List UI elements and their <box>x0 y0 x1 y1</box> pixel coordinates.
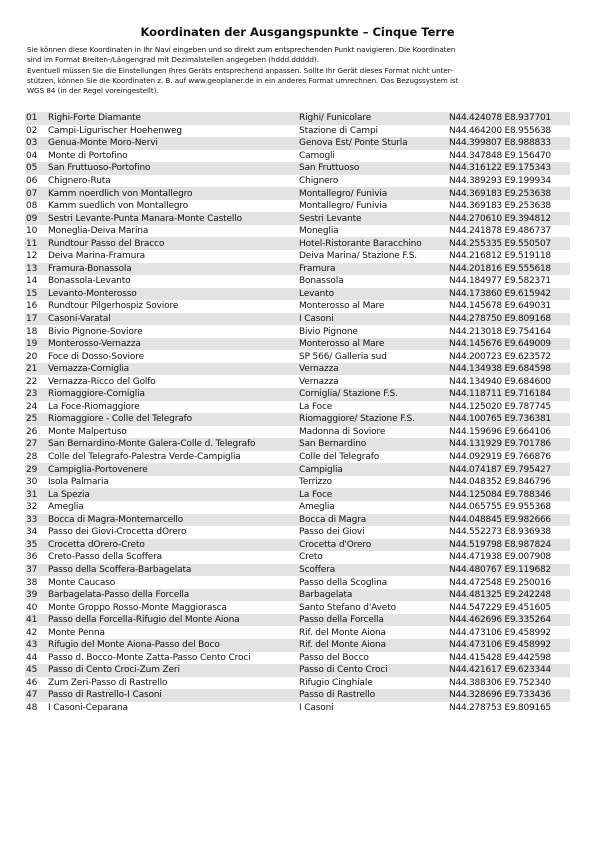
table-row <box>25 237 570 250</box>
tour-name: Rundtour Passo del Bracco <box>47 237 298 250</box>
tour-name: Bonassola-Levanto <box>48 276 131 287</box>
tour-name: Genua-Monte Moro-Nervi <box>47 137 298 150</box>
table-row <box>25 388 570 401</box>
start-point: Passo dei Giovi <box>299 527 365 538</box>
coordinates: N44.048845 E9.982666 <box>448 514 570 527</box>
start-point: Madonna di Soviore <box>299 426 386 437</box>
row-number: 06 <box>26 176 38 186</box>
tour-name: Monte di Portofino <box>48 150 128 161</box>
table-row <box>25 426 570 439</box>
coordinates: N44.216812 E9.519118 <box>449 251 551 262</box>
start-point: Creto <box>299 552 323 563</box>
coordinates: N44.388306 E9.752340 <box>449 677 551 688</box>
start-point: Vernazza <box>299 376 339 387</box>
coordinates: N44.519798 E8.987824 <box>448 539 570 552</box>
table-row <box>25 338 570 351</box>
tour-name: Kamm suedlich von Montallegro <box>48 201 189 212</box>
tour-name: Bocca di Magra-Montemarcello <box>47 514 298 527</box>
coordinates: N44.480767 E9.119682 <box>448 564 570 577</box>
tour-name: Passo di Rastrello-I Casoni <box>47 689 298 702</box>
start-point: Crocetta d'Orero <box>298 539 448 552</box>
coordinates: N44.255335 E9.550507 <box>448 237 570 250</box>
tour-name: Framura-Bonassola <box>47 263 298 276</box>
table-row <box>25 112 570 125</box>
coordinates: N44.399807 E8.988833 <box>448 137 570 150</box>
row-number: 47 <box>25 689 47 702</box>
tour-name: Kamm noerdlich von Montallegro <box>47 187 298 200</box>
tour-name: Monte Groppo Rosso-Monte Maggiorasca <box>48 602 227 613</box>
coordinates: N44.464200 E8.955638 <box>449 125 551 136</box>
start-point: San Fruttuoso <box>298 162 448 175</box>
row-number: 46 <box>26 677 38 688</box>
row-number: 07 <box>25 187 47 200</box>
coordinates: N44.472548 E9.250016 <box>449 577 551 588</box>
tour-name: Passo della Scoffera-Barbagelata <box>47 564 298 577</box>
tour-name: Monte Malpertuso <box>48 426 127 437</box>
row-number: 39 <box>25 589 47 602</box>
row-number: 27 <box>25 438 47 451</box>
tour-name: Sestri Levante-Punta Manara-Monte Castello <box>47 212 298 225</box>
tour-name: Levanto-Monterosso <box>47 288 298 301</box>
row-number: 32 <box>26 502 38 513</box>
coordinates: N44.547229 E9.451605 <box>449 602 551 613</box>
start-point: Bocca di Magra <box>298 514 448 527</box>
table-row <box>25 413 570 426</box>
start-point: San Bernardino <box>298 438 448 451</box>
row-number: 12 <box>26 251 38 262</box>
tour-name: Colle del Telegrafo-Palestra Verde-Campiglia <box>48 452 241 463</box>
intro-line: sind im Format Breiten-/Längengrad mit Dezimalstellen angegeben (hddd.ddddd). <box>27 55 319 65</box>
tour-name: Moneglia-Deiva Marina <box>48 226 149 237</box>
tour-name: Isola Palmaria <box>48 477 109 488</box>
table-row <box>25 626 570 639</box>
table-row <box>25 162 570 175</box>
table-row <box>25 614 570 627</box>
row-number: 37 <box>25 564 47 577</box>
row-number: 17 <box>25 313 47 326</box>
intro-text <box>27 45 568 96</box>
row-number: 21 <box>25 363 47 376</box>
start-point: Passo di Cento Croci <box>298 664 448 677</box>
table-row <box>25 263 570 276</box>
coordinates: N44.145678 E9.649031 <box>449 301 551 312</box>
tour-name: Zum Zeri-Passo di Rastrello <box>48 677 168 688</box>
coordinates: N44.200723 E9.623572 <box>449 351 551 362</box>
row-number: 33 <box>25 514 47 527</box>
tour-name: La Foce-Riomaggiore <box>48 401 140 412</box>
table-row <box>25 187 570 200</box>
coordinates-table-body <box>25 112 570 714</box>
start-point: Passo della Scoglina <box>299 577 388 588</box>
coordinates: N44.201816 E9.555618 <box>448 263 570 276</box>
coordinates: N44.184977 E9.582371 <box>449 276 551 287</box>
table-row <box>25 212 570 225</box>
table-row <box>25 539 570 552</box>
start-point: Rif. del Monte Aiona <box>299 627 386 638</box>
coordinates: N44.241878 E9.486737 <box>449 226 551 237</box>
row-number: 30 <box>26 477 38 488</box>
tour-name: La Spezia <box>47 488 298 501</box>
coordinates: N44.471938 E9.007908 <box>449 552 551 563</box>
coordinates: N44.213018 E9.754164 <box>449 326 551 337</box>
coordinates: N44.421617 E9.623344 <box>448 664 570 677</box>
row-number: 23 <box>25 388 47 401</box>
coordinates: N44.145676 E9.649009 <box>448 338 570 351</box>
start-point: Monterosso al Mare <box>299 301 385 312</box>
start-point: Rif. del Monte Aiona <box>298 639 448 652</box>
coordinates: N44.125020 E9.787745 <box>449 401 551 412</box>
start-point: Rifugio Cinghiale <box>299 677 373 688</box>
table-row <box>25 589 570 602</box>
coordinates: N44.173860 E9.615942 <box>448 288 570 301</box>
start-point: Passo della Forcella <box>298 614 448 627</box>
row-number: 03 <box>25 137 47 150</box>
row-number: 09 <box>25 212 47 225</box>
table-row <box>25 375 570 388</box>
coordinates: N44.270610 E9.394812 <box>448 212 570 225</box>
start-point: Ameglia <box>299 502 335 513</box>
table-row <box>25 514 570 527</box>
coordinates: N44.473106 E9.458992 <box>449 627 551 638</box>
tour-name: Casoni-Varatal <box>47 313 298 326</box>
coordinates: N44.316122 E9.175343 <box>448 162 570 175</box>
start-point: Montallegro/ Funivia <box>299 201 388 212</box>
row-number: 42 <box>26 627 38 638</box>
table-row <box>25 438 570 451</box>
table-row <box>25 702 570 715</box>
coordinates: N44.125084 E9.788346 <box>448 488 570 501</box>
coordinates: N44.092919 E9.766876 <box>449 452 551 463</box>
row-number: 13 <box>25 263 47 276</box>
table-row <box>25 689 570 702</box>
intro-line: WGS 84 (in der Regel voreingestellt). <box>27 86 159 96</box>
start-point: Campiglia <box>298 463 448 476</box>
row-number: 16 <box>26 301 38 312</box>
coordinates: N44.462696 E9.335264 <box>448 614 570 627</box>
tour-name: Monte Penna <box>48 627 105 638</box>
start-point: Deiva Marina/ Stazione F.S. <box>299 251 417 262</box>
row-number: 20 <box>26 351 38 362</box>
tour-name: San Fruttuoso-Portofino <box>47 162 298 175</box>
coordinates: N44.369183 E9.253638 <box>449 201 551 212</box>
start-point: Corniglia/ Stazione F.S. <box>298 388 448 401</box>
coordinates: N44.074187 E9.795427 <box>448 463 570 476</box>
start-point: Genova Est/ Ponte Sturla <box>298 137 448 150</box>
table-row <box>25 300 570 313</box>
table-row <box>25 526 570 539</box>
table-row <box>25 200 570 213</box>
row-number: 28 <box>26 452 38 463</box>
row-number: 26 <box>26 426 38 437</box>
start-point: Moneglia <box>299 226 339 237</box>
coordinates: N44.131929 E9.701786 <box>448 438 570 451</box>
start-point: Bivio Pignone <box>299 326 358 337</box>
row-number: 45 <box>25 664 47 677</box>
start-point: Santo Stefano d'Aveto <box>299 602 396 613</box>
coordinates: N44.389293 E9.199934 <box>449 176 551 186</box>
start-point: La Foce <box>299 401 333 412</box>
row-number: 11 <box>25 237 47 250</box>
tour-name: Bivio Pignone-Soviore <box>48 326 143 337</box>
tour-name: Passo di Cento Croci-Zum Zeri <box>47 664 298 677</box>
start-point: Framura <box>298 263 448 276</box>
coordinates: N44.278753 E9.809165 <box>449 702 551 713</box>
start-point: SP 566/ Galleria sud <box>299 351 387 362</box>
tour-name: Deiva Marina-Framura <box>48 251 146 262</box>
start-point: Vernazza <box>298 363 448 376</box>
start-point: Righi/ Funicolare <box>298 112 448 125</box>
table-row <box>25 125 570 138</box>
start-point: Levanto <box>298 288 448 301</box>
intro-line: Sie können diese Koordinaten in Ihr Navi eingeben und so direkt zum entsprechenden Punkt navigieren. Die Koordinaten <box>27 45 456 54</box>
start-point: Chignero <box>299 176 339 186</box>
table-row <box>25 576 570 589</box>
row-number: 34 <box>26 527 38 538</box>
table-row <box>25 601 570 614</box>
row-number: 31 <box>25 488 47 501</box>
coordinates-table <box>25 112 570 714</box>
start-point: La Foce <box>298 488 448 501</box>
table-row <box>25 137 570 150</box>
page-title: Koordinaten der Ausgangspunkte – Cinque Terre <box>140 25 455 39</box>
table-row <box>25 325 570 338</box>
tour-name: Ameglia <box>48 502 84 513</box>
tour-name: Rundtour Pilgerhospiz Soviore <box>48 301 179 312</box>
table-row <box>25 488 570 501</box>
intro-line: Eventuell müssen Sie die Einstellungen Ihres Geräts entsprechend anpassen. Sollte Ihr Gerät dieses Format nicht unter- <box>27 65 453 75</box>
row-number: 14 <box>26 276 38 287</box>
coordinates: N44.065755 E9.955368 <box>449 502 551 513</box>
row-number: 02 <box>26 125 38 136</box>
table-row <box>25 313 570 326</box>
table-row <box>25 463 570 476</box>
start-point: Camogli <box>299 150 335 161</box>
row-number: 25 <box>25 413 47 426</box>
start-point: Terrizzo <box>299 477 333 488</box>
tour-name: Passo d. Bocco-Monte Zatta-Passo Cento Croci <box>48 652 251 663</box>
coordinates: N44.473106 E9.458992 <box>448 639 570 652</box>
start-point: Passo di Rastrello <box>298 689 448 702</box>
row-number: 35 <box>25 539 47 552</box>
tour-name: Campi-Ligurischer Hoehenweg <box>48 125 182 136</box>
table-row <box>25 225 570 238</box>
table-row <box>25 250 570 263</box>
start-point: Hotel-Ristorante Baracchino <box>298 237 448 250</box>
row-number: 29 <box>25 463 47 476</box>
table-row <box>25 564 570 577</box>
tour-name: Foce di Dosso-Soviore <box>48 351 144 362</box>
tour-name: Monte Caucaso <box>48 577 116 588</box>
row-number: 44 <box>26 652 38 663</box>
row-number: 01 <box>25 112 47 125</box>
coordinates: N44.415428 E9.442598 <box>449 652 551 663</box>
table-row <box>25 288 570 301</box>
row-number: 38 <box>26 577 38 588</box>
coordinates: N44.347848 E9.156470 <box>449 150 551 161</box>
row-number: 10 <box>26 226 38 237</box>
intro-line: stützen, können Sie die Koordinaten z. B. auf www.geoplaner.de in ein anderes Format umrechnen. Das Bezugssystem ist <box>27 75 459 85</box>
row-number: 08 <box>26 201 38 212</box>
tour-name: Creto-Passo della Scoffera <box>48 552 163 563</box>
tour-name: I Casoni-Ceparana <box>48 702 128 713</box>
table-row <box>25 350 570 363</box>
table-row <box>25 677 570 690</box>
coordinates: N44.134938 E9.684598 <box>448 363 570 376</box>
table-row <box>25 451 570 464</box>
tour-name: Crocetta dOrero-Creto <box>47 539 298 552</box>
start-point: Bonassola <box>299 276 344 287</box>
row-number: 36 <box>26 552 38 563</box>
tour-name: Monterosso-Vernazza <box>47 338 298 351</box>
row-number: 48 <box>26 702 38 713</box>
table-row <box>25 551 570 564</box>
coordinates: N44.552273 E8.936938 <box>449 527 551 538</box>
row-number: 18 <box>26 326 38 337</box>
start-point: Stazione di Campi <box>299 125 378 136</box>
row-number: 19 <box>25 338 47 351</box>
start-point: Monterosso al Mare <box>298 338 448 351</box>
table-row <box>25 639 570 652</box>
table-row <box>25 652 570 665</box>
table-row <box>25 150 570 163</box>
table-row <box>25 501 570 514</box>
start-point: Scoffera <box>298 564 448 577</box>
coordinates: N44.100765 E9.736381 <box>448 413 570 426</box>
start-point: Sestri Levante <box>298 212 448 225</box>
table-row <box>25 275 570 288</box>
coordinates: N44.278750 E9.809168 <box>448 313 570 326</box>
table-row <box>25 476 570 489</box>
tour-name: Righi-Forte Diamante <box>47 112 298 125</box>
coordinates: N44.481325 E9.242248 <box>448 589 570 602</box>
row-number: 41 <box>25 614 47 627</box>
tour-name: Campiglia-Portovenere <box>47 463 298 476</box>
start-point: Passo del Bocco <box>299 652 369 663</box>
table-row <box>25 363 570 376</box>
coordinates: N44.328696 E9.733436 <box>448 689 570 702</box>
tour-name: Riomaggiore-Corniglia <box>47 388 298 401</box>
start-point: I Casoni <box>298 313 448 326</box>
tour-name: Vernazza-Corniglia <box>47 363 298 376</box>
start-point: Riomaggiore/ Stazione F.S. <box>298 413 448 426</box>
tour-name: Rifugio del Monte Aiona-Passo del Boco <box>47 639 298 652</box>
tour-name: Vernazza-Ricco del Golfo <box>48 376 156 387</box>
start-point: Colle del Telegrafo <box>299 452 380 463</box>
row-number: 05 <box>25 162 47 175</box>
coordinates: N44.424078 E8.937701 <box>448 112 570 125</box>
start-point: Barbagelata <box>298 589 448 602</box>
row-number: 04 <box>26 150 38 161</box>
coordinates: N44.159696 E9.664106 <box>449 426 551 437</box>
coordinates: N44.118711 E9.716184 <box>448 388 570 401</box>
start-point: I Casoni <box>299 702 334 713</box>
tour-name: Passo dei Giovi-Crocetta dOrero <box>48 527 187 538</box>
row-number: 15 <box>25 288 47 301</box>
tour-name: San Bernardino-Monte Galera-Colle d. Telegrafo <box>47 438 298 451</box>
row-number: 43 <box>25 639 47 652</box>
table-row <box>25 401 570 414</box>
coordinates: N44.369183 E9.253638 <box>448 187 570 200</box>
row-number: 24 <box>26 401 38 412</box>
coordinates: N44.048352 E9.846796 <box>449 477 551 488</box>
tour-name: Riomaggiore - Colle del Telegrafo <box>47 413 298 426</box>
tour-name: Barbagelata-Passo della Forcella <box>47 589 298 602</box>
row-number: 40 <box>26 602 38 613</box>
table-row <box>25 664 570 677</box>
coordinates: N44.134940 E9.684600 <box>449 376 551 387</box>
tour-name: Chignero-Ruta <box>48 176 111 186</box>
row-number: 22 <box>26 376 38 387</box>
start-point: Montallegro/ Funivia <box>298 187 448 200</box>
table-row <box>25 175 570 188</box>
tour-name: Passo della Forcella-Rifugio del Monte Aiona <box>47 614 298 627</box>
